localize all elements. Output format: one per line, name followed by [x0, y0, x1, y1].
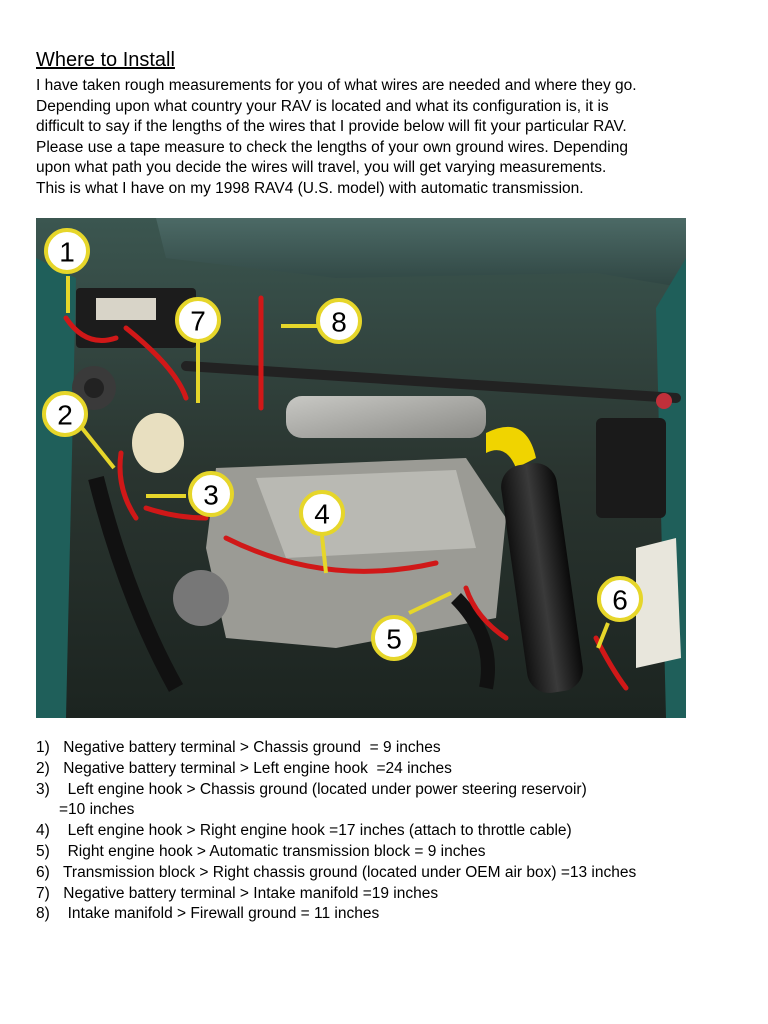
callout-label-5: 5: [386, 623, 402, 655]
list-item: [36, 821, 736, 842]
engine-bay-illustration: [36, 218, 686, 718]
list-item-text: Intake manifold > Firewall ground = 11 inches: [59, 905, 380, 923]
list-item-text: Right engine hook > Automatic transmission block = 9 inches: [59, 842, 486, 860]
list-item-text: Transmission block > Right chassis ground (located under OEM air box) =13 inches: [59, 863, 637, 881]
list-item-number: 5): [36, 842, 50, 860]
list-item: [36, 884, 736, 905]
alternator: [173, 570, 229, 626]
valve-cover: [256, 470, 476, 558]
list-item-text: Negative battery terminal > Chassis ground = 9 inches: [59, 739, 441, 756]
intro-line: Depending upon what country your RAV is located and what its configuration is, it is: [36, 97, 609, 115]
intake-manifold: [286, 396, 486, 438]
coolant-reservoir: [636, 538, 681, 668]
list-item-text: Left engine hook > Right engine hook =17 inches (attach to throttle cable): [59, 822, 572, 840]
list-item: [36, 842, 736, 863]
callout-label-7: 7: [190, 305, 206, 337]
strut-bar-end: [656, 393, 672, 409]
callout-label-8: 8: [331, 306, 347, 338]
list-item: [36, 780, 736, 801]
list-item-continuation: =10 inches: [59, 801, 135, 819]
callout-label-3: 3: [203, 479, 219, 511]
list-item-number: 8): [36, 905, 50, 923]
callout-label-6: 6: [612, 584, 628, 616]
list-item: [36, 759, 736, 780]
callout-label-2: 2: [57, 399, 73, 431]
list-item-number: 2): [36, 759, 50, 777]
engine-bay-photo: [36, 218, 686, 718]
page-heading: Where to Install: [36, 49, 175, 71]
intro-paragraph: [36, 76, 736, 200]
list-item: [36, 738, 736, 759]
list-item: [36, 904, 736, 925]
intro-line: This is what I have on my 1998 RAV4 (U.S. model) with automatic transmission.: [36, 179, 584, 197]
list-item-text: Negative battery terminal > Intake manifold =19 inches: [59, 884, 439, 902]
list-item-number: 3): [36, 780, 50, 798]
intro-line: Please use a tape measure to check the lengths of your own ground wires. Depending: [36, 138, 628, 156]
list-item-number: 1): [36, 739, 50, 756]
list-item-number: 7): [36, 884, 50, 902]
list-item-number: 6): [36, 863, 50, 881]
intro-line: difficult to say if the lengths of the wires that I provide below will fit your particular RAV.: [36, 118, 627, 136]
intro-line: upon what path you decide the wires will travel, you will get varying measurements.: [36, 159, 607, 177]
callout-label-4: 4: [314, 498, 330, 530]
list-item: [36, 863, 736, 884]
callout-label-1: 1: [59, 236, 75, 268]
measurement-list: [36, 738, 736, 925]
list-item-text: Negative battery terminal > Left engine hook =24 inches: [59, 759, 452, 777]
battery-label: [96, 298, 156, 320]
list-item-text: Left engine hook > Chassis ground (located under power steering reservoir): [59, 780, 587, 798]
list-item-number: 4): [36, 822, 50, 840]
strut-center: [84, 378, 104, 398]
intro-line: I have taken rough measurements for you of what wires are needed and where they go.: [36, 77, 637, 94]
air-box: [596, 418, 666, 518]
power-steering-reservoir: [132, 413, 184, 473]
